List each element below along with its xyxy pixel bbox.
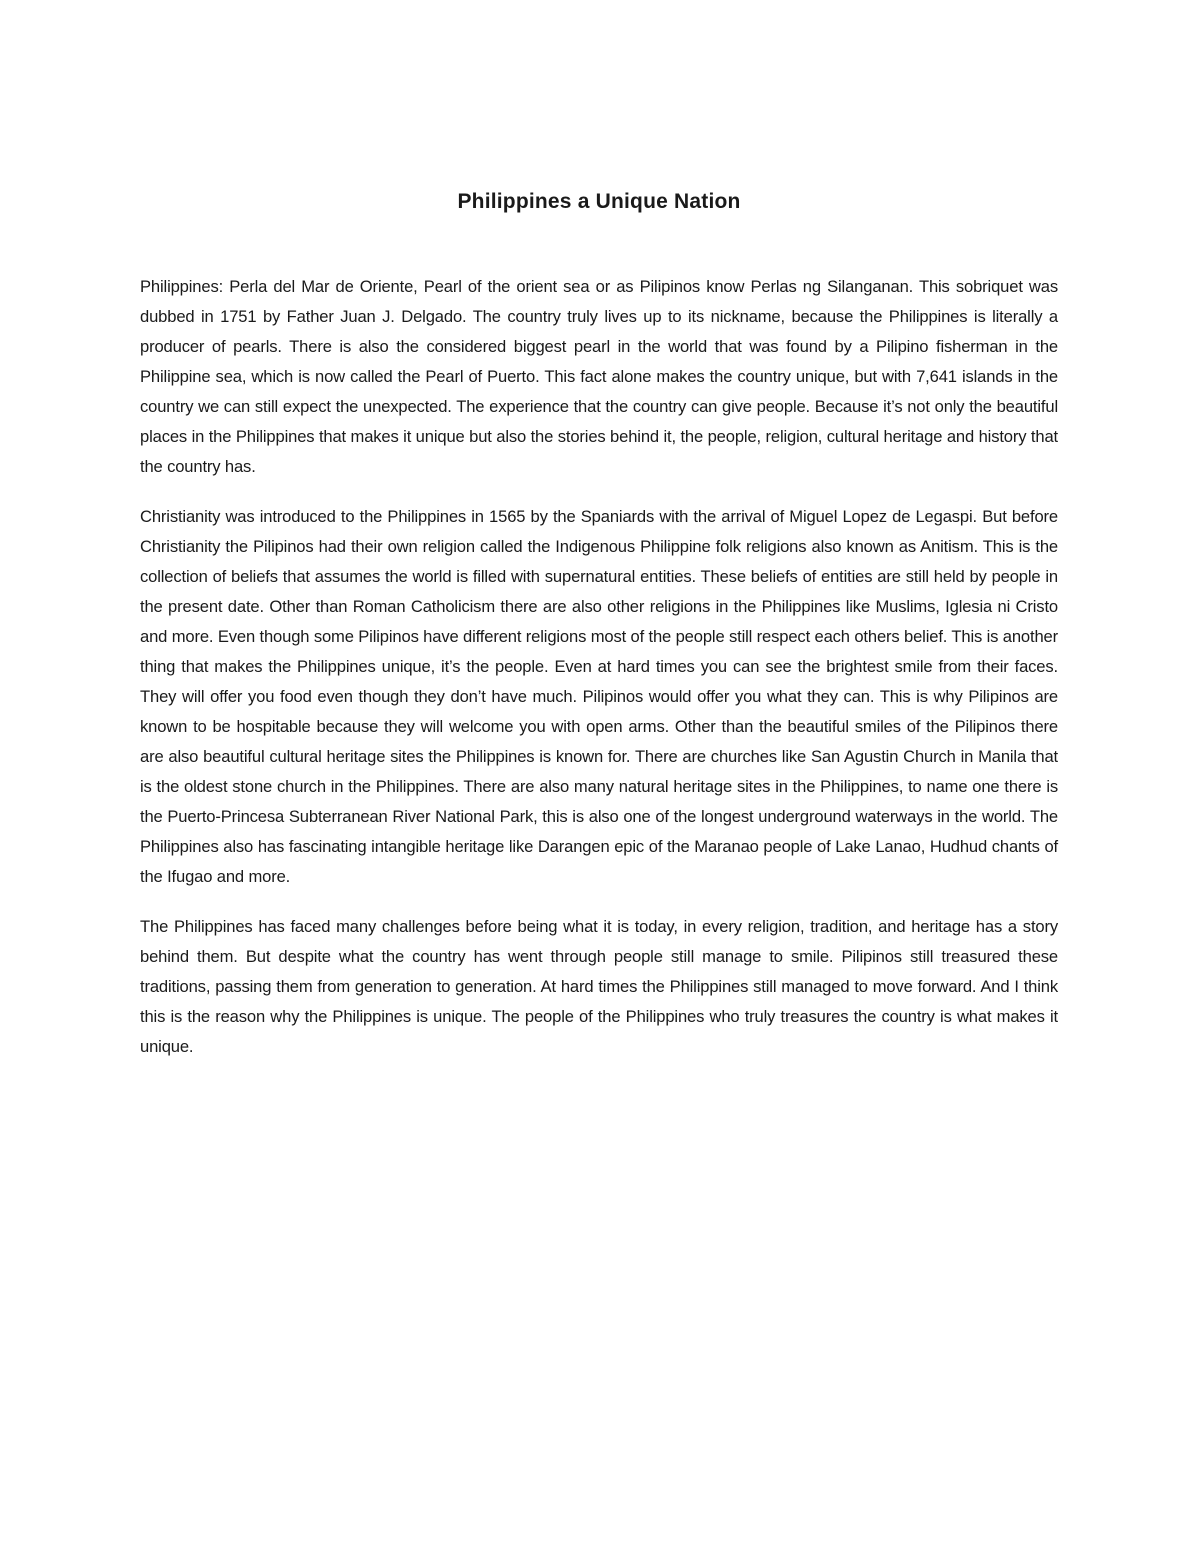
paragraph-3: The Philippines has faced many challenges before being what it is today, in every religion, tradition, and heritage has a story behind them. But despite what the country has went through people still manage to smile. Pilipinos still treasured these traditions, passing them from generation to generation. At hard times the Philippines still managed to move forward. And I think this is the reason why the Philippines is unique. The people of the Philippines who truly treasures the country is what makes it unique. [140, 917, 1058, 1056]
paragraph-1: Philippines: Perla del Mar de Oriente, Pearl of the orient sea or as Pilipinos know Perlas ng Silanganan. This sobriquet was dubbed in 1751 by Father Juan J. Delgado. The country truly lives up to its nickname, because the Philippines is literally a producer of pearls. There is also the considered biggest pearl in the world that was found by a Pilipino fisherman in the Philippine sea, which is now called the Pearl of Puerto. This fact alone makes the country unique, but with 7,641 islands in the country we can still expect the unexpected. The experience that the country can give people. Because it’s not only the beautiful places in the Philippines that makes it unique but also the stories behind it, the people, religion, cultural heritage and history that the country has. [140, 277, 1058, 476]
document-page [140, 190, 1058, 1082]
document-title: Philippines a Unique Nation [457, 190, 741, 213]
paragraph-2: Christianity was introduced to the Philippines in 1565 by the Spaniards with the arrival of Miguel Lopez de Legaspi. But before Christianity the Pilipinos had their own religion called the Indigenous Philippine folk religions also known as Anitism. This is the collection of beliefs that assumes the world is filled with supernatural entities. These beliefs of entities are still held by people in the present date. Other than Roman Catholicism there are also other religions in the Philippines like Muslims, Iglesia ni Cristo and more. Even though some Pilipinos have different religions most of the people still respect each others belief. This is another thing that makes the Philippines unique, it’s the people. Even at hard times you can see the brightest smile from their faces. They will offer you food even though they don’t have much. Pilipinos would offer you what they can. This is why Pilipinos are known to be hospitable because they will welcome you with open arms. Other than the beautiful smiles of the Pilipinos there are also beautiful cultural heritage sites the Philippines is known for. There are churches like San Agustin Church in Manila that is the oldest stone church in the Philippines. There are also many natural heritage sites in the Philippines, to name one there is the Puerto-Princesa Subterranean River National Park, this is also one of the longest underground waterways in the world. The Philippines also has fascinating intangible heritage like Darangen epic of the Maranao people of Lake Lanao, Hudhud chants of the Ifugao and more. [140, 507, 1058, 886]
